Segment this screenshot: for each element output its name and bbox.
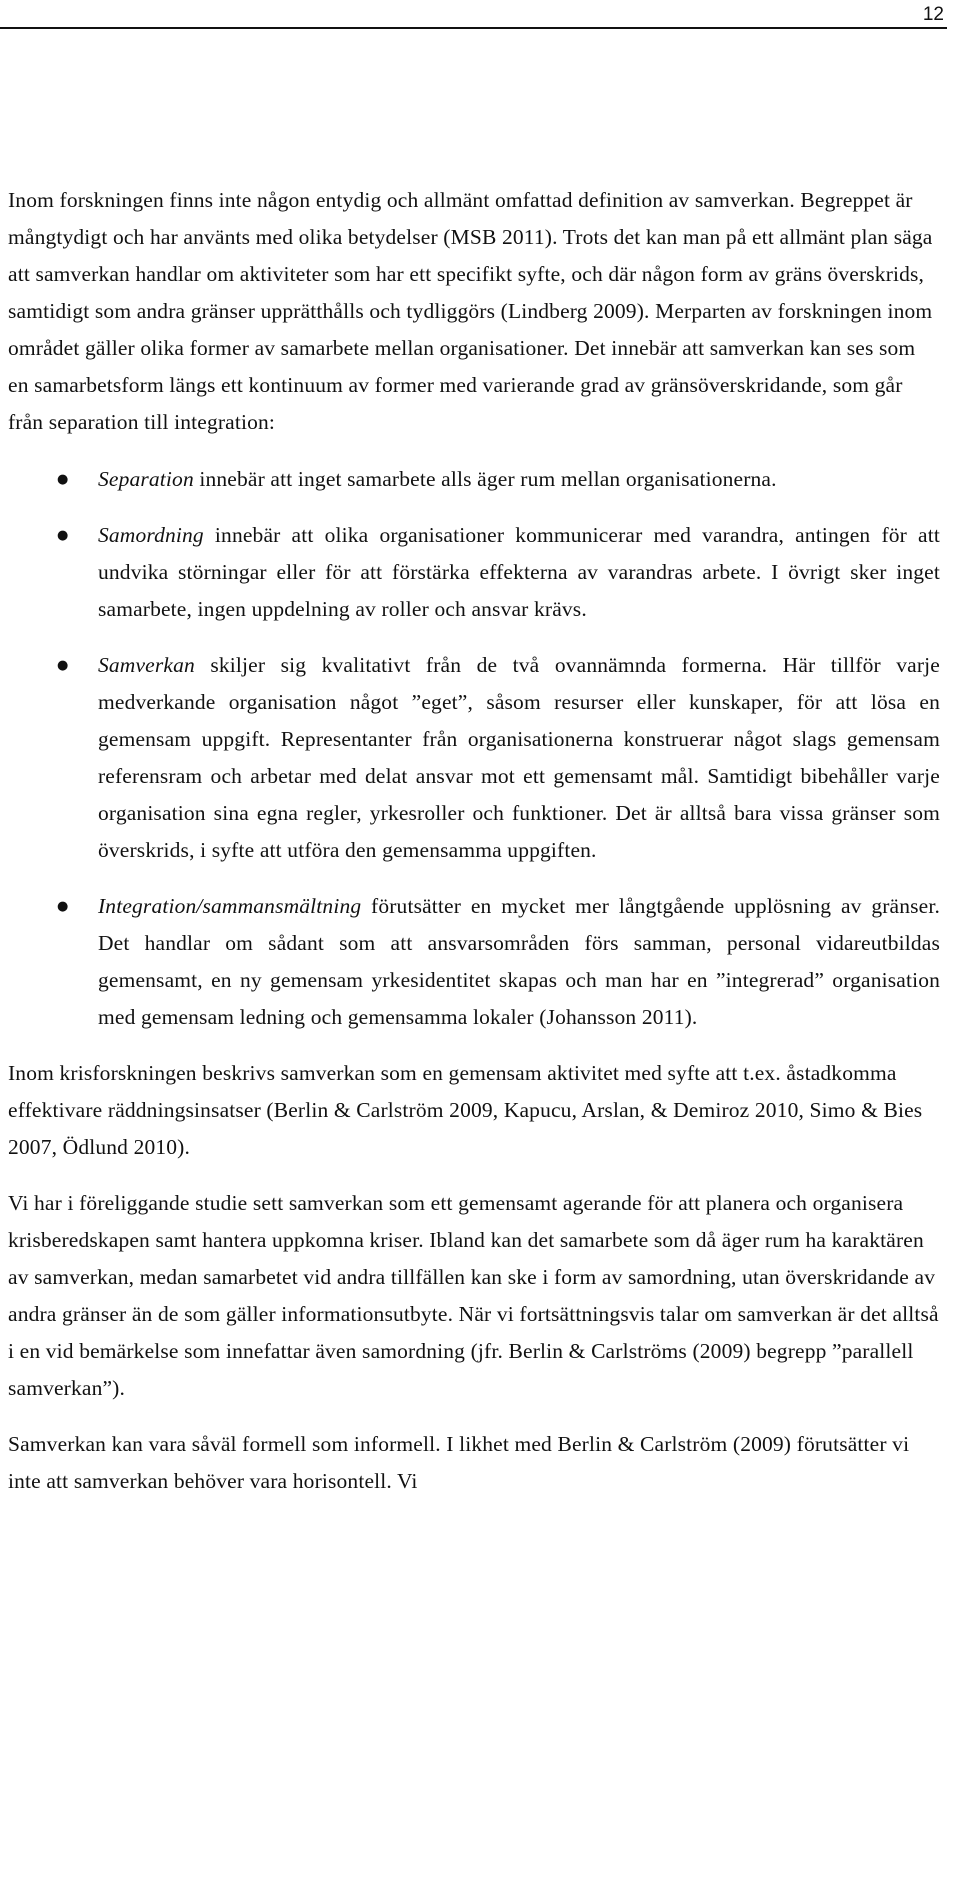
bullet-dot-icon: ● <box>57 899 69 914</box>
list-item-separation <box>8 461 940 498</box>
intro-paragraph: Inom forskningen finns inte någon entydig och allmänt omfattad definition av samverkan. Begreppet är mångtydigt och har använts med olika betydelser (MSB 2011). Trots det kan man på ett allmänt plan säga att samverkan handlar om aktiviteter som har ett specifikt syfte, och där någon form av gräns överskrids, samtidigt som andra gränser upprätthålls och tydliggörs (Lindberg 2009). Merparten av forskningen inom området gäller olika former av samarbete mellan organisationer. Det innebär att samverkan kan ses som en samarbetsform längs ett kontinuum av former med varierande grad av gränsöverskridande, som går från separation till integration: <box>8 188 933 434</box>
header-rule <box>0 27 947 29</box>
term-samverkan: Samverkan <box>98 653 195 677</box>
crisis-research-paragraph: Inom krisforskningen beskrivs samverkan som en gemensam aktivitet med syfte att t.ex. åstadkomma effektivare räddningsinsatser (Berlin & Carlström 2009, Kapucu, Arslan, & Demiroz 2010, Simo & Bies 2007, Ödlund 2010). <box>8 1061 923 1159</box>
bullet-dot-icon: ● <box>57 658 69 673</box>
definition-samverkan: skiljer sig kvalitativt från de två ovannämnda formerna. Här tillför varje medverkande organisation något ”eget”, såsom resurser eller kunskaper, för att lösa en gemensam uppgift. Representanter från organisationerna konstruerar något slags gemensam referensram och arbetar med delat ansvar mot ett gemensamt mål. Samtidigt bibehåller varje organisation sina egna regler, yrkesroller och funktioner. Det är alltså bara vissa gränser som överskrids, i syfte att utföra den gemensamma uppgiften. <box>98 653 940 862</box>
list-item-samordning <box>8 517 940 628</box>
collaboration-forms-list <box>8 461 940 1036</box>
term-samordning: Samordning <box>98 523 204 547</box>
body-text <box>8 182 940 1500</box>
formal-informal-paragraph: Samverkan kan vara såväl formell som informell. I likhet med Berlin & Carlström (2009) förutsätter vi inte att samverkan behöver vara horisontell. Vi <box>8 1432 910 1493</box>
term-integration: Integration/sammansmältning <box>98 894 362 918</box>
study-paragraph: Vi har i föreliggande studie sett samverkan som ett gemensamt agerande för att planera och organisera krisberedskapen samt hantera uppkomna kriser. Ibland kan det samarbete som då äger rum ha karaktären av samverkan, medan samarbetet vid andra tillfällen kan ske i form av samordning, utan överskridande av andra gränser än de som gäller informationsutbyte. När vi fortsättningsvis talar om samverkan är det alltså i en vid bemärkelse som innefattar även samordning (jfr. Berlin & Carlströms (2009) begrepp ”parallell samverkan”). <box>8 1191 939 1400</box>
page-number: 12 <box>922 4 944 25</box>
bullet-dot-icon: ● <box>57 472 69 487</box>
bullet-dot-icon: ● <box>57 528 69 543</box>
list-item-integration <box>8 888 940 1036</box>
list-item-samverkan <box>8 647 940 869</box>
definition-samordning: innebär att olika organisationer kommunicerar med varandra, antingen för att undvika störningar eller för att förstärka effekterna av varandras arbete. I övrigt sker inget samarbete, ingen uppdelning av roller och ansvar krävs. <box>98 523 940 621</box>
definition-integration: förutsätter en mycket mer långtgående upplösning av gränser. Det handlar om sådant som att ansvarsområden förs samman, personal vidareutbildas gemensamt, en ny gemensam yrkesidentitet skapas och man har en ”integrerad” organisation med gemensam ledning och gemensamma lokaler (Johansson 2011). <box>98 894 940 1029</box>
definition-separation: innebär att inget samarbete alls äger rum mellan organisationerna. <box>193 467 777 491</box>
term-separation: Separation <box>98 467 194 491</box>
